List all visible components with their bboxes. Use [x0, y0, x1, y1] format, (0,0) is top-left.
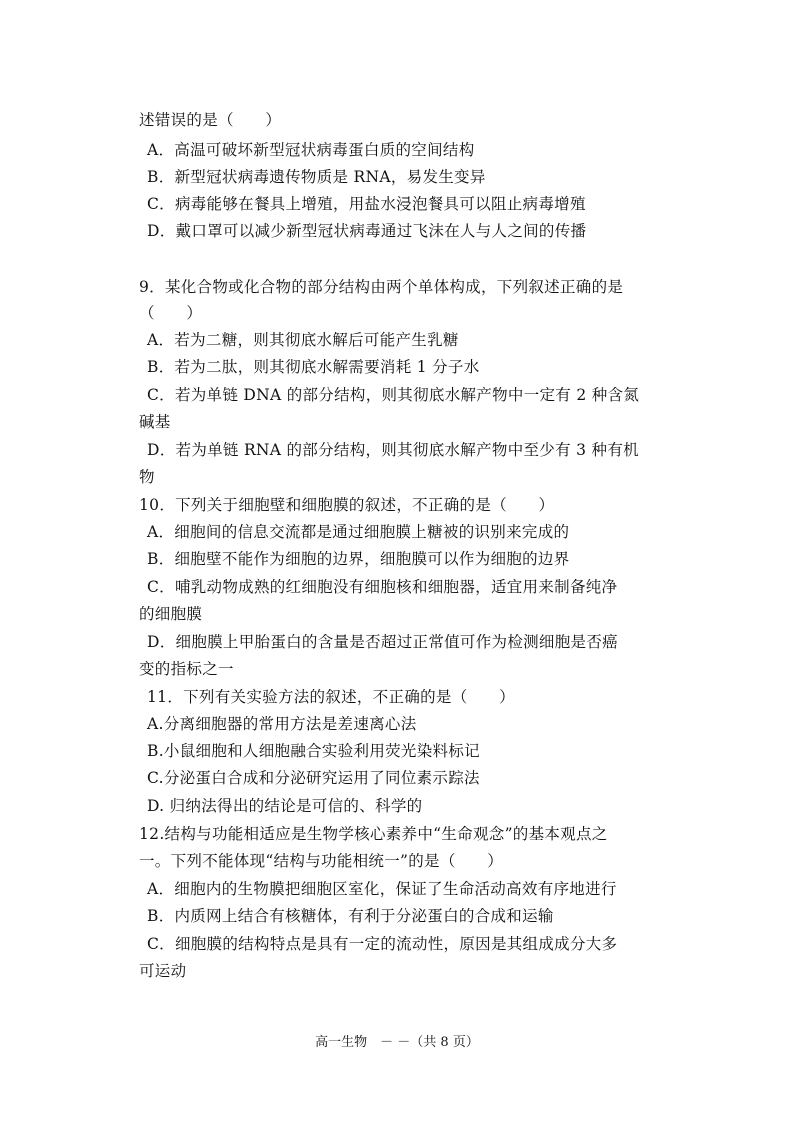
q10-option-d-line1: D．细胞膜上甲胎蛋白的含量是否超过正常值可作为检测细胞是否癌	[147, 633, 618, 651]
q10-stem: 10．下列关于细胞壁和细胞膜的叙述，不正确的是（ ）	[139, 496, 555, 514]
q9-option-a: A．若为二糖，则其彻底水解后可能产生乳糖	[147, 331, 459, 349]
q12-stem-line2: 一。下列不能体现“结构与功能相统一”的是（ ）	[139, 852, 504, 870]
q9-option-b: B．若为二肽，则其彻底水解需要消耗 1 分子水	[147, 358, 480, 376]
page-footer: 高一生物 － －（共 8 页）	[315, 1035, 479, 1050]
q9-stem-bracket: （ ）	[139, 304, 203, 322]
q12-option-a: A．细胞内的生物膜把细胞区室化，保证了生命活动高效有序地进行	[147, 880, 617, 898]
q9-option-c-line2: 碱基	[139, 413, 171, 431]
q10-option-c-line1: C．哺乳动物成熟的红细胞没有细胞核和细胞器，适宜用来制备纯净	[147, 578, 618, 596]
q11-stem: 11．下列有关实验方法的叙述，不正确的是（ ）	[147, 688, 515, 706]
q9-option-d-line2: 物	[139, 468, 155, 486]
q11-option-c: C.分泌蛋白合成和分泌研究运用了同位素示踪法	[147, 769, 480, 787]
q8-option-a: A．高温可破坏新型冠状病毒蛋白质的空间结构	[147, 141, 475, 159]
q10-option-a: A．细胞间的信息交流都是通过细胞膜上糖被的识别来完成的	[147, 523, 570, 541]
q11-option-a: A.分离细胞器的常用方法是差速离心法	[147, 715, 417, 733]
q10-option-b: B．细胞壁不能作为细胞的边界，细胞膜可以作为细胞的边界	[147, 550, 570, 568]
q8-option-d: D．戴口罩可以减少新型冠状病毒通过飞沫在人与人之间的传播	[147, 222, 587, 240]
q10-option-d-line2: 变的指标之一	[139, 660, 234, 678]
q9-option-c-line1: C．若为单链 DNA 的部分结构，则其彻底水解产物中一定有 2 种含氮	[147, 386, 640, 404]
q12-option-c-line1: C．细胞膜的结构特点是具有一定的流动性，原因是其组成成分大多	[147, 935, 618, 953]
q9-stem: 9．某化合物或化合物的部分结构由两个单体构成，下列叙述正确的是	[139, 278, 624, 296]
q10-option-c-line2: 的细胞膜	[139, 605, 203, 623]
q8-option-c: C．病毒能够在餐具上增殖，用盐水浸泡餐具可以阻止病毒增殖	[147, 195, 586, 213]
q12-option-c-line2: 可运动	[139, 962, 187, 980]
q11-option-d: D. 归纳法得出的结论是可信的、科学的	[147, 797, 423, 815]
q9-option-d-line1: D．若为单链 RNA 的部分结构，则其彻底水解产物中至少有 3 种有机	[147, 441, 639, 459]
q8-option-b: B．新型冠状病毒遗传物质是 RNA，易发生变异	[147, 168, 486, 186]
q12-option-b: B．内质网上结合有核糖体，有利于分泌蛋白的合成和运输	[147, 907, 554, 925]
q11-option-b: B.小鼠细胞和人细胞融合实验利用荧光染料标记	[147, 742, 480, 760]
q12-stem-line1: 12.结构与功能相适应是生物学核心素养中“生命观念”的基本观点之	[139, 825, 608, 843]
q8-stem-tail: 述错误的是（ ）	[139, 111, 282, 129]
